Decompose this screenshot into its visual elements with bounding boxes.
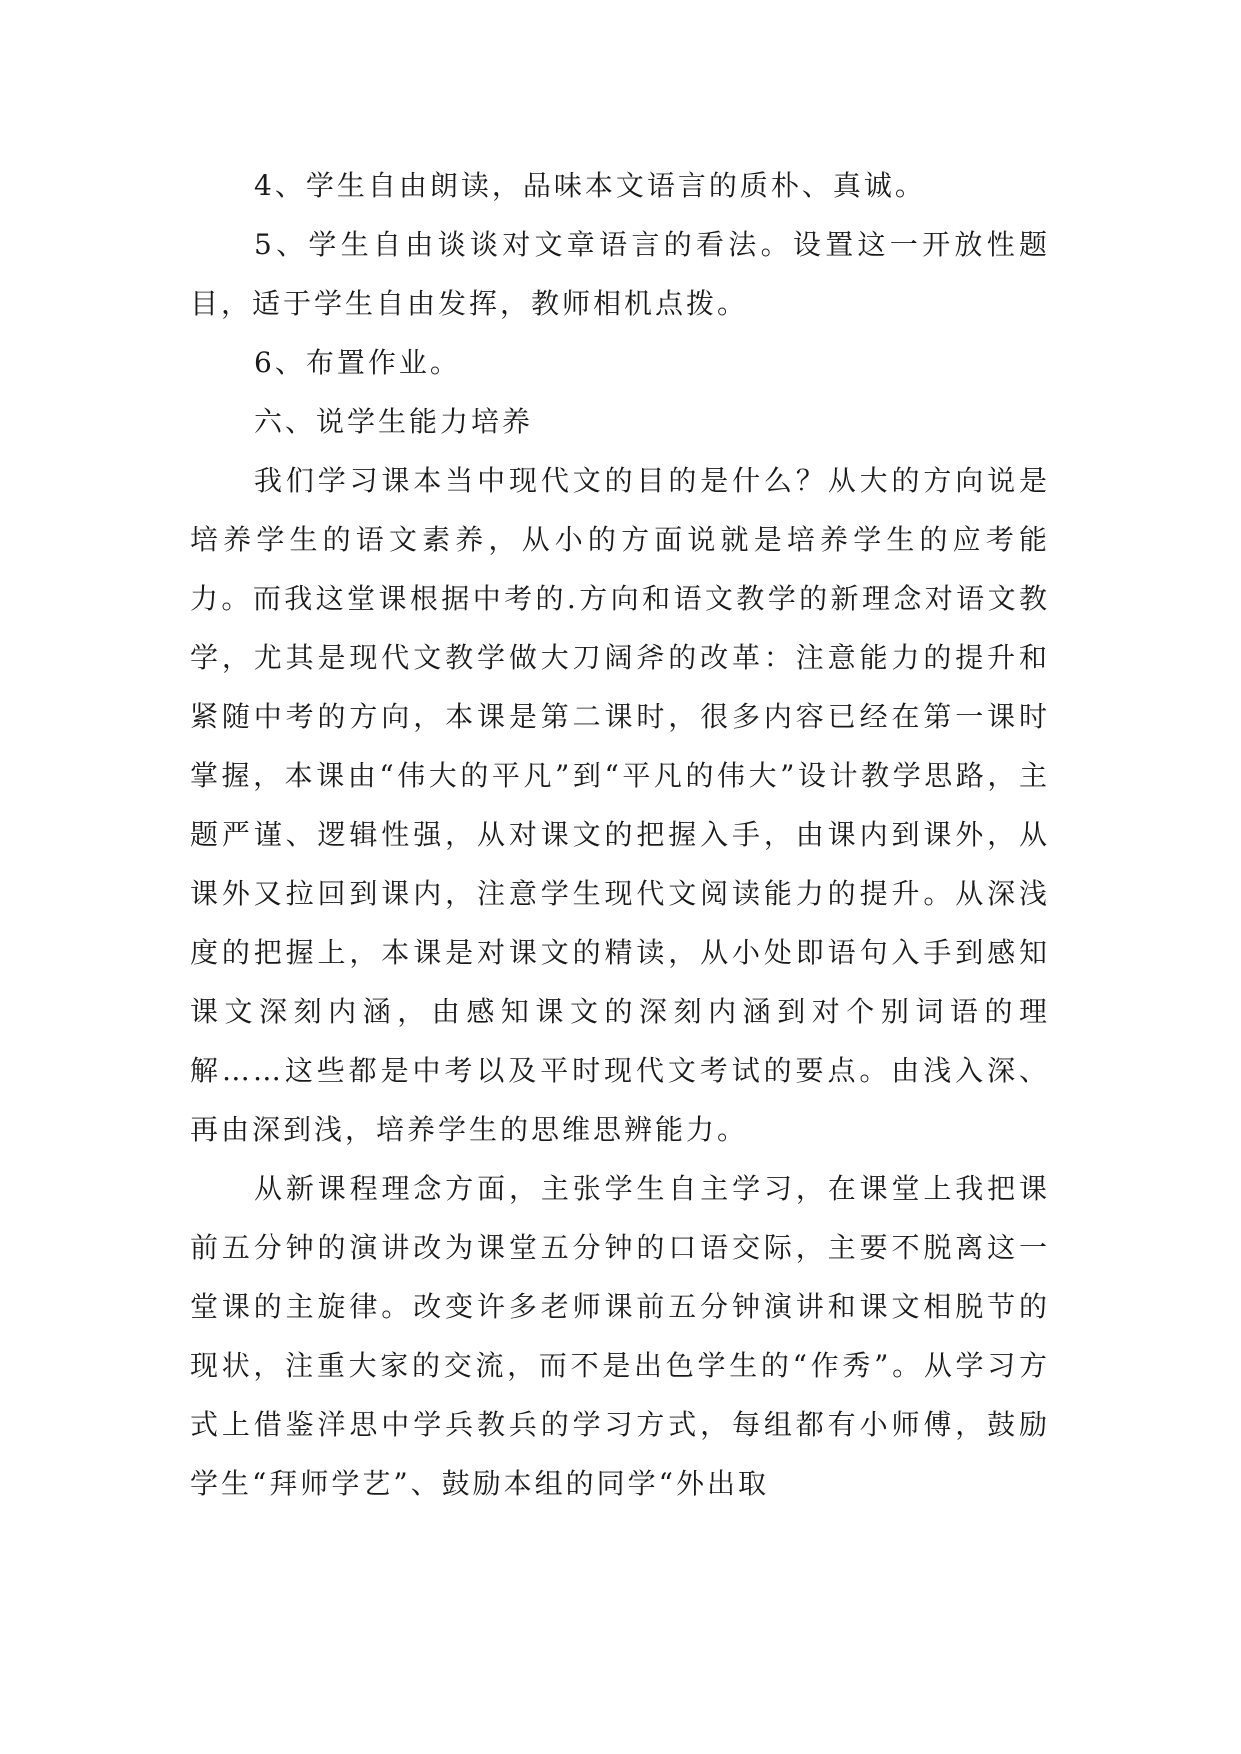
document-body (190, 156, 1050, 1513)
paragraph-step-5: 5、学生自由谈谈对文章语言的看法。设置这一开放性题目，适于学生自由发挥，教师相机点拨。 (190, 228, 1050, 320)
paragraph-step-6: 6、布置作业。 (254, 346, 461, 379)
section-heading-six: 六、说学生能力培养 (254, 405, 534, 438)
paragraph-step-4: 4、学生自由朗读，品味本文语言的质朴、真诚。 (254, 169, 926, 202)
paragraph-new-curriculum: 从新课程理念方面，主张学生自主学习，在课堂上我把课前五分钟的演讲改为课堂五分钟的口语交际，主要不脱离这一堂课的主旋律。改变许多老师课前五分钟演讲和课文相脱节的现状，注重大家的交流，而不是出色学生的“作秀”。从学习方式上借鉴洋思中学兵教兵的学习方式，每组都有小师傅，鼓励学生“拜师学艺”、鼓励本组的同学“外出取 (190, 1172, 1050, 1500)
paragraph-ability-training: 我们学习课本当中现代文的目的是什么？从大的方向说是培养学生的语文素养，从小的方面说就是培养学生的应考能力。而我这堂课根据中考的.方向和语文教学的新理念对语文教学，尤其是现代文教学做大刀阔斧的改革：注意能力的提升和紧随中考的方向，本课是第二课时，很多内容已经在第一课时掌握，本课由“伟大的平凡”到“平凡的伟大”设计教学思路，主题严谨、逻辑性强，从对课文的把握入手，由课内到课外，从课外又拉回到课内，注意学生现代文阅读能力的提升。从深浅度的把握上，本课是对课文的精读，从小处即语句入手到感知课文深刻内涵，由感知课文的深刻内涵到对个别词语的理解……这些都是中考以及平时现代文考试的要点。由浅入深、再由深到浅，培养学生的思维思辨能力。 (190, 464, 1050, 1146)
